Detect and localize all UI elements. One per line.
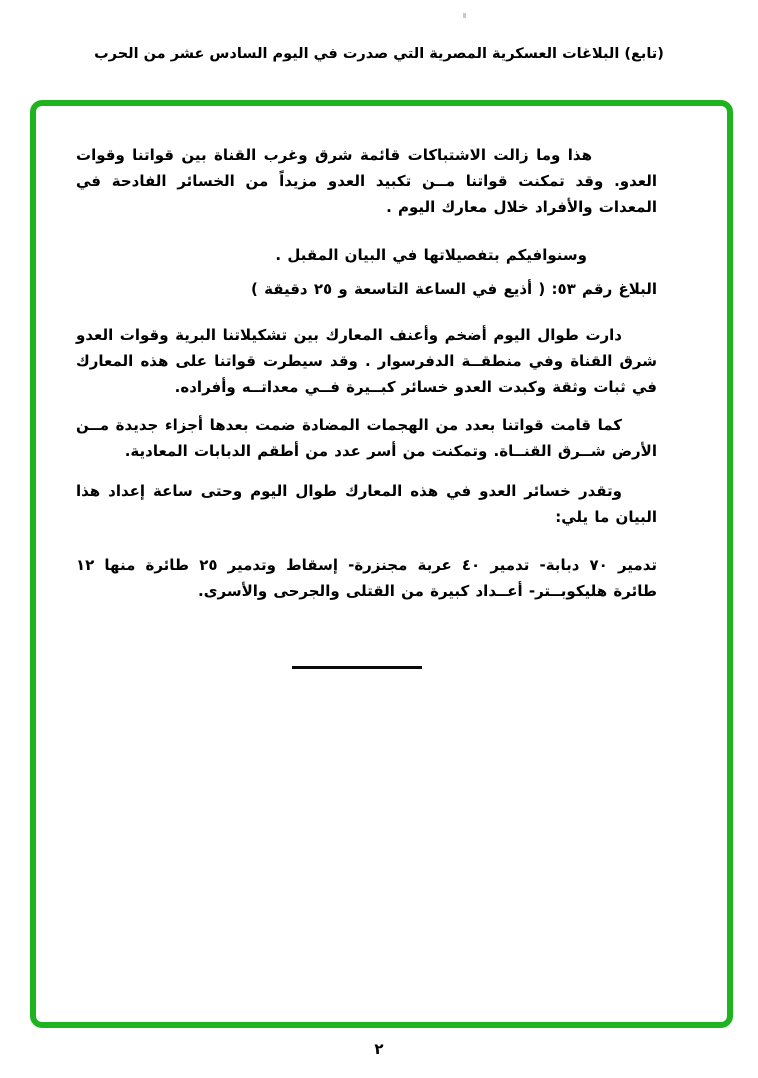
paragraph-counterattacks: كما قامت قواتنا بعدد من الهجمات المضادة ضمت بعدها أجزاء جديدة مــن الأرض شــرق القنــاة. وتمكنت من أسر عدد من أطقم الدبابات المعادية. xyxy=(76,416,657,460)
communique-number-line: البلاغ رقم ٥٣: ( أذيع في الساعة التاسعة و ٢٥ دقيقة ) xyxy=(251,280,657,298)
page-number: ٢ xyxy=(374,1040,384,1058)
section-divider-line xyxy=(292,666,422,669)
paragraph-engagements: هذا وما زالت الاشتباكات قائمة شرق وغرب القناة بين قواتنا وقوات العدو. وقد تمكنت قواتنا مــن تكبيد العدو مزيداً من الخسائر الفادحة في المعدات والأفراد خلال معارك اليوم . xyxy=(76,146,657,216)
communique-border-box xyxy=(30,100,733,1028)
page-header xyxy=(0,46,758,62)
paragraph-losses-list: تدمير ٧٠ دبابة- تدمير ٤٠ عربة مجنزرة- إسقاط وتدمير ٢٥ طائرة منها ١٢ طائرة هليكوبــتر- أعــداد كبيرة من القتلى والجرحى والأسرى. xyxy=(76,556,657,600)
scan-artifact-dot xyxy=(463,13,466,18)
page-title: (تابع) البلاغات العسكرية المصرية التي صدرت في اليوم السادس عشر من الحرب xyxy=(94,46,664,62)
paragraph-battles-deversoir: دارت طوال اليوم أضخم وأعنف المعارك بين تشكيلاتنا البرية وقوات العدو شرق القناة وفي منطقــة الدفرسوار . وقد سيطرت قواتنا على هذه المعارك في ثبات وثقة وكبدت العدو خسائر كبــيرة فــي معداتــه وأفراده. xyxy=(76,326,657,396)
page-footer xyxy=(0,1040,758,1058)
paragraph-losses-intro: وتقدر خسائر العدو في هذه المعارك طوال اليوم وحتى ساعة إعداد هذا البيان ما يلي: xyxy=(76,482,657,526)
paragraph-details-next: وسنوافيكم بتفصيلاتها في البيان المقبل . xyxy=(275,246,587,264)
